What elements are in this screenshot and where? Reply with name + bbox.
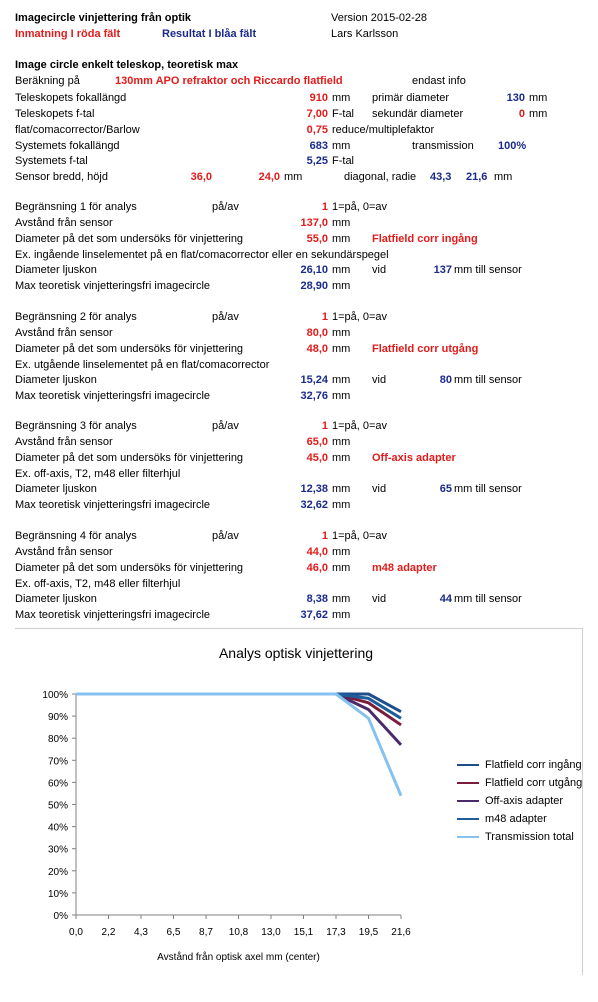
transmission-label: transmission	[412, 140, 474, 152]
result-legend-note: Resultat I blåa fält	[162, 28, 257, 40]
limit-diameter-label: Diameter på det som undersöks för vinjettering	[15, 562, 244, 574]
sensor-height-field[interactable]: 24,0	[258, 171, 280, 183]
author-label: Lars Karlsson	[331, 28, 399, 40]
limit-max-unit: mm	[332, 280, 351, 292]
limit-at-value: 80	[439, 374, 452, 386]
limit-at-label: vid	[372, 374, 387, 386]
y-tick-label: 90%	[47, 712, 68, 724]
x-tick-label: 10,8	[228, 927, 249, 938]
series-line-2	[76, 694, 401, 725]
limit-at-value: 137	[433, 264, 452, 276]
limit-distance-field[interactable]: 80,0	[306, 327, 328, 339]
limit-title: Begränsning 3 för analys	[15, 420, 137, 432]
limit-onoff-note: 1=på, 0=av	[332, 201, 388, 213]
series-line-3	[76, 694, 401, 745]
y-tick-label: 10%	[47, 888, 68, 900]
limit-cone-unit: mm	[332, 593, 351, 605]
x-tick-label: 4,3	[134, 927, 148, 938]
limit-cone-label: Diameter ljuskon	[15, 264, 97, 276]
limit-at-label: vid	[372, 593, 387, 605]
corrector-factor-field[interactable]: 0,75	[306, 124, 328, 136]
legend-item	[457, 831, 574, 844]
limit-onoff-note: 1=på, 0=av	[332, 530, 388, 542]
legend-swatch	[457, 800, 479, 802]
limit-max-label: Max teoretisk vinjetteringsfri imagecircle	[15, 499, 211, 511]
x-tick-label: 0,0	[69, 927, 83, 938]
sensor-width-field[interactable]: 36,0	[190, 171, 212, 183]
x-tick-label: 19,5	[358, 927, 379, 938]
limit-at-label: vid	[372, 483, 387, 495]
limit-diameter-unit: mm	[332, 343, 351, 355]
system-focal-length-label: Systemets fokallängd	[15, 140, 120, 152]
limit-element-tag[interactable]: Flatfield corr ingång	[372, 233, 478, 245]
system-focal-length-unit: mm	[332, 140, 351, 152]
legend-label: Off-axis adapter	[485, 795, 564, 807]
x-axis-label: Avstånd från optisk axel mm (center)	[157, 952, 320, 963]
limit-title: Begränsning 1 för analys	[15, 201, 137, 213]
limit-example-note: Ex. utgående linselementet på en flat/comacorrector	[15, 359, 270, 371]
x-tick-label: 8,7	[199, 927, 213, 938]
x-tick-label: 21,6	[391, 927, 411, 938]
limit-cone-value: 12,38	[300, 483, 328, 495]
limit-max-unit: mm	[332, 390, 351, 402]
limit-onoff-note: 1=på, 0=av	[332, 311, 388, 323]
limit-distance-field[interactable]: 65,0	[306, 436, 328, 448]
legend-item	[457, 813, 547, 826]
limit-distance-unit: mm	[332, 436, 351, 448]
section-heading: Image circle enkelt teleskop, teoretisk max	[15, 59, 239, 71]
primary-diameter-unit: mm	[529, 92, 548, 104]
limit-element-tag[interactable]: Flatfield corr utgång	[372, 343, 479, 355]
sensor-unit: mm	[284, 171, 303, 183]
calc-value-field[interactable]: 130mm APO refraktor och Riccardo flatfield	[115, 75, 343, 87]
limit-at-value: 65	[439, 483, 452, 495]
limit-distance-label: Avstånd från sensor	[15, 327, 113, 339]
y-tick-label: 30%	[47, 844, 68, 856]
secondary-diameter-unit: mm	[529, 108, 548, 120]
limit-max-value: 32,76	[300, 390, 328, 402]
limit-onoff-field[interactable]: 1	[321, 420, 328, 432]
x-tick-label: 6,5	[166, 927, 181, 938]
limit-at-note: mm till sensor	[454, 264, 522, 276]
limit-cone-value: 15,24	[300, 374, 328, 386]
x-tick-label: 13,0	[261, 927, 281, 938]
limit-at-note: mm till sensor	[454, 374, 522, 386]
system-f-ratio-unit: F-tal	[332, 155, 354, 167]
limit-example-note: Ex. off-axis, T2, m48 eller filterhjul	[15, 578, 181, 590]
limit-distance-unit: mm	[332, 327, 351, 339]
document-title: Imagecircle vinjettering från optik	[15, 12, 192, 24]
limit-at-note: mm till sensor	[454, 483, 522, 495]
limit-onoff-label: på/av	[212, 420, 239, 432]
y-tick-label: 70%	[47, 756, 68, 768]
limit-cone-unit: mm	[332, 374, 351, 386]
f-ratio-field[interactable]: 7,00	[306, 108, 328, 120]
limit-onoff-note: 1=på, 0=av	[332, 420, 388, 432]
y-tick-label: 20%	[47, 866, 68, 878]
limit-diameter-label: Diameter på det som undersöks för vinjettering	[15, 343, 244, 355]
diagonal-label: diagonal, radie	[344, 171, 417, 183]
limit-at-value: 44	[439, 593, 452, 605]
version-label: Version 2015-02-28	[331, 12, 428, 24]
focal-length-field[interactable]: 910	[309, 92, 328, 104]
limit-diameter-field[interactable]: 46,0	[306, 562, 328, 574]
focal-length-label: Teleskopets fokallängd	[15, 92, 127, 104]
x-tick-label: 2,2	[101, 927, 116, 938]
corrector-label: flat/comacorrector/Barlow	[15, 124, 140, 136]
limit-cone-value: 26,10	[300, 264, 328, 276]
limit-cone-value: 8,38	[306, 593, 328, 605]
input-legend-note: Inmatning I röda fält	[15, 28, 121, 40]
limit-onoff-field[interactable]: 1	[321, 311, 328, 323]
limit-onoff-label: på/av	[212, 530, 239, 542]
limit-distance-unit: mm	[332, 546, 351, 558]
limit-diameter-label: Diameter på det som undersöks för vinjettering	[15, 452, 244, 464]
x-tick-label: 17,3	[326, 927, 346, 938]
limit-element-tag[interactable]: m48 adapter	[372, 562, 437, 574]
limit-onoff-label: på/av	[212, 201, 239, 213]
limit-distance-field[interactable]: 44,0	[306, 546, 328, 558]
limit-diameter-unit: mm	[332, 233, 351, 245]
limit-distance-label: Avstånd från sensor	[15, 217, 113, 229]
limit-example-note: Ex. ingående linselementet på en flat/comacorrector eller en sekundärspegel	[15, 249, 389, 261]
legend-label: Flatfield corr ingång	[485, 759, 582, 771]
f-ratio-label: Teleskopets f-tal	[15, 108, 95, 120]
y-tick-label: 100%	[42, 690, 68, 701]
primary-diameter-label: primär diameter	[372, 92, 450, 104]
y-tick-label: 60%	[47, 778, 68, 790]
radius-value: 21,6	[466, 171, 488, 183]
limit-diameter-field[interactable]: 55,0	[306, 233, 328, 245]
y-tick-label: 40%	[47, 822, 68, 834]
limit-cone-unit: mm	[332, 264, 351, 276]
limit-distance-field[interactable]: 137,0	[300, 217, 328, 229]
y-tick-label: 50%	[47, 800, 68, 812]
limit-diameter-field[interactable]: 45,0	[306, 452, 328, 464]
limit-max-value: 32,62	[300, 499, 328, 511]
limit-max-unit: mm	[332, 499, 351, 511]
focal-length-unit: mm	[332, 92, 351, 104]
diagonal-unit: mm	[494, 171, 513, 183]
limit-onoff-field[interactable]: 1	[321, 201, 328, 213]
f-ratio-unit: F-tal	[332, 108, 354, 120]
sensor-label: Sensor bredd, höjd	[15, 171, 108, 183]
limit-distance-label: Avstånd från sensor	[15, 546, 113, 558]
limit-distance-unit: mm	[332, 217, 351, 229]
system-f-ratio-label: Systemets f-tal	[15, 155, 88, 167]
legend-swatch	[457, 764, 479, 766]
limit-element-tag[interactable]: Off-axis adapter	[372, 452, 456, 464]
limit-max-value: 37,62	[300, 609, 328, 621]
diagonal-value: 43,3	[430, 171, 452, 183]
chart-title: Analys optisk vinjettering	[218, 645, 374, 661]
secondary-diameter-label: sekundär diameter	[372, 108, 464, 120]
legend-item	[457, 795, 563, 808]
y-tick-label: 0%	[53, 911, 68, 922]
limit-title: Begränsning 2 för analys	[15, 311, 137, 323]
vignetting-chart	[15, 628, 583, 975]
legend-label: Flatfield corr utgång	[485, 777, 583, 789]
limit-diameter-unit: mm	[332, 562, 351, 574]
clipped-row-fragment	[0, 975, 598, 1002]
secondary-diameter-field[interactable]: 0	[518, 108, 525, 120]
limit-cone-label: Diameter ljuskon	[15, 593, 97, 605]
limit-onoff-field[interactable]: 1	[321, 530, 328, 542]
legend-swatch	[457, 818, 479, 820]
limit-at-label: vid	[372, 264, 387, 276]
limit-example-note: Ex. off-axis, T2, m48 eller filterhjul	[15, 468, 181, 480]
limit-max-label: Max teoretisk vinjetteringsfri imagecircle	[15, 390, 211, 402]
limit-cone-label: Diameter ljuskon	[15, 374, 97, 386]
limit-cone-label: Diameter ljuskon	[15, 483, 97, 495]
legend-label: m48 adapter	[485, 813, 547, 825]
calc-note: endast info	[412, 75, 466, 87]
limit-at-note: mm till sensor	[454, 593, 522, 605]
limit-max-label: Max teoretisk vinjetteringsfri imagecircle	[15, 609, 211, 621]
series-line-5	[76, 694, 401, 796]
legend-swatch	[457, 836, 479, 838]
limit-max-label: Max teoretisk vinjetteringsfri imagecircle	[15, 280, 211, 292]
legend-item	[457, 777, 582, 790]
legend-swatch	[457, 782, 479, 784]
limit-diameter-field[interactable]: 48,0	[306, 343, 328, 355]
primary-diameter-value: 130	[506, 92, 525, 104]
corrector-factor-unit: reduce/multiplefaktor	[332, 124, 435, 136]
legend-item	[457, 759, 582, 772]
clipped-cell-fragment	[582, 890, 598, 970]
limit-distance-label: Avstånd från sensor	[15, 436, 113, 448]
limit-max-value: 28,90	[300, 280, 328, 292]
y-tick-label: 80%	[47, 734, 68, 746]
system-focal-length-value: 683	[309, 140, 328, 152]
x-tick-label: 15,1	[293, 927, 314, 938]
limit-cone-unit: mm	[332, 483, 351, 495]
limit-title: Begränsning 4 för analys	[15, 530, 137, 542]
limit-onoff-label: på/av	[212, 311, 239, 323]
limit-diameter-unit: mm	[332, 452, 351, 464]
limit-diameter-label: Diameter på det som undersöks för vinjettering	[15, 233, 244, 245]
limit-max-unit: mm	[332, 609, 351, 621]
transmission-value: 100%	[498, 140, 527, 152]
legend-label: Transmission total	[485, 831, 574, 843]
calc-label: Beräkning på	[15, 75, 80, 87]
system-f-ratio-value: 5,25	[306, 155, 328, 167]
